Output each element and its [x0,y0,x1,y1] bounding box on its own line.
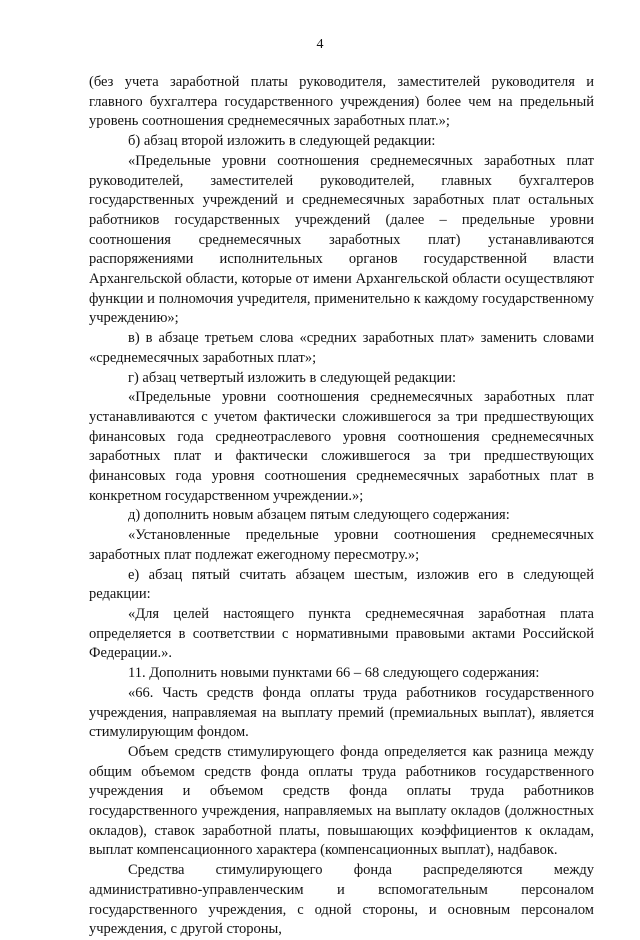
paragraph: г) абзац четвертый изложить в следующей редакции: [128,369,457,386]
paragraph: Объем средств стимулирующего фонда определяется как разница между общим объемом средств фонда оплаты труда работников государственного учреждения и объемом средств фонда оплаты труда работников государственного учреждения, направляемых на выплату окладов (должностных окладов), ставок заработной платы, повышающих коэффициентов к окладам, выплат компенсационного характера (компенсационных выплат), надбавок. [89,743,594,859]
paragraph: д) дополнить новым абзацем пятым следующего содержания: [128,507,510,524]
paragraph: «Предельные уровни соотношения среднемесячных заработных плат руководителей, заместителей руководителей, главных бухгалтеров государственных учреждений и среднемесячных заработных плат остальных работников государственных учреждений (далее – предельные уровни соотношения среднемесячных заработных плат) устанавливаются распоряжениями исполнительных органов государственной власти Архангельской области, которые от имени Архангельской области осуществляют функции и полномочия учредителя, применительно к каждому государственному учреждению»; [89,152,594,327]
paragraph: «Для целей настоящего пункта среднемесячная заработная плата определяется в соответствии с нормативными правовыми актами Российской Федерации.». [89,605,594,662]
paragraph: «Предельные уровни соотношения среднемесячных заработных плат устанавливаются с учетом фактически сложившегося за три предшествующих финансовых года среднеотраслевого уровня соотношения среднемесячных заработных плат и фактически сложившегося за три предшествующих финансовых года уровня соотношения среднемесячных заработных плат в конкретном государственном учреждении.»; [89,389,594,504]
paragraph: «66. Часть средств фонда оплаты труда работников государственного учреждения, направляемая на выплату премий (премиальных выплат), является стимулирующим фондом. [89,684,594,741]
document-body [89,73,594,940]
paragraph: «Установленные предельные уровни соотношения среднемесячных заработных плат подлежат ежегодному пересмотру.»; [89,527,594,563]
paragraph: 11. Дополнить новыми пунктами 66 – 68 следующего содержания: [128,665,540,682]
paragraph: (без учета заработной платы руководителя, заместителей руководителя и главного бухгалтера государственного учреждения) более чем на предельный уровень соотношения среднемесячных заработных плат.»; [89,74,594,130]
paragraph: е) абзац пятый считать абзацем шестым, изложив его в следующей редакции: [89,566,594,603]
page-number: 4 [316,37,324,52]
paragraph: б) абзац второй изложить в следующей редакции: [128,133,436,150]
paragraph: Средства стимулирующего фонда распределяются между административно-управленческим и вспомогательным персоналом государственного учреждения, с одной стороны, и основным персоналом учреждения, с другой стороны, [89,862,594,938]
paragraph: в) в абзаце третьем слова «средних заработных плат» заменить словами «среднемесячных заработных плат»; [89,330,594,366]
